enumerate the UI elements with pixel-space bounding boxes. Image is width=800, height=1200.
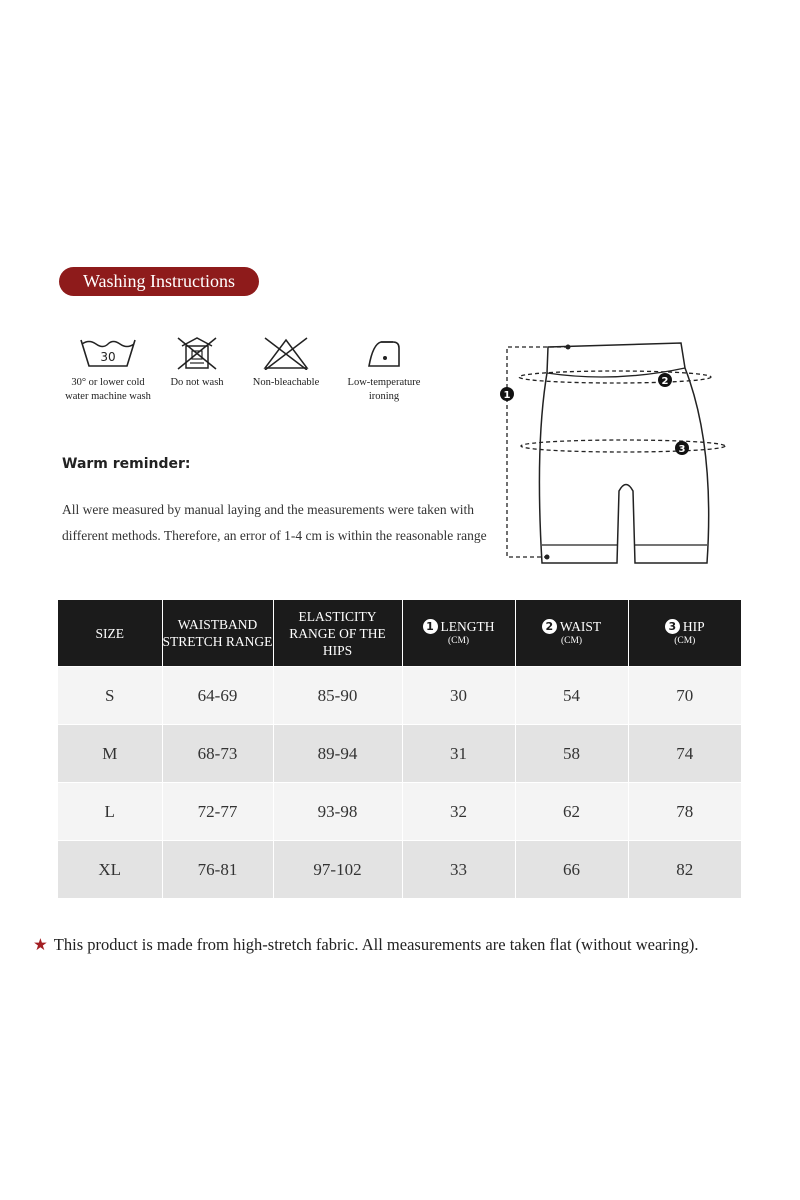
table-row — [58, 841, 741, 899]
care-label-iron: Low-temperature ironing — [347, 377, 421, 402]
warm-reminder-title: Warm reminder: — [62, 456, 191, 472]
marker-1-badge: 1 — [423, 619, 438, 634]
care-label-no-wash: Do not wash — [170, 377, 224, 388]
cell-elasticity: 97-102 — [273, 841, 402, 899]
marker-3-icon — [675, 441, 689, 455]
cell-size: XL — [58, 841, 162, 899]
table-row — [58, 725, 741, 783]
header-length: 1 LENGTH (CM) — [402, 600, 515, 667]
header-size: SIZE — [58, 600, 162, 667]
cell-elasticity: 89-94 — [273, 725, 402, 783]
cell-length: 32 — [402, 783, 515, 841]
cell-waistband: 72-77 — [162, 783, 273, 841]
non-bleach-icon — [255, 336, 317, 370]
marker-3-text: 3 — [678, 444, 686, 455]
cell-hip: 74 — [628, 725, 741, 783]
cell-hip: 78 — [628, 783, 741, 841]
care-item-iron — [329, 336, 439, 404]
wash-30-icon — [77, 336, 139, 370]
table-header-row — [58, 600, 741, 667]
size-chart-table — [58, 600, 741, 898]
footnote — [33, 935, 698, 955]
cell-size: L — [58, 783, 162, 841]
cell-length: 33 — [402, 841, 515, 899]
do-not-wash-icon — [166, 336, 228, 370]
marker-3-badge: 3 — [665, 619, 680, 634]
washing-instructions-title: Washing Instructions — [59, 267, 259, 296]
footnote-text: This product is made from high-stretch fabric. All measurements are taken flat (without wearing). — [53, 935, 699, 954]
cell-size: M — [58, 725, 162, 783]
marker-2-text: 2 — [661, 376, 669, 387]
table-row — [58, 783, 741, 841]
low-iron-icon — [353, 336, 415, 370]
cell-waist: 54 — [515, 667, 628, 725]
cell-elasticity: 93-98 — [273, 783, 402, 841]
marker-1-icon — [500, 387, 514, 401]
wash-temp-text: 30 — [100, 350, 116, 364]
cell-waist: 66 — [515, 841, 628, 899]
header-waistband: WAISTBAND STRETCH RANGE — [162, 600, 273, 667]
cell-waist: 62 — [515, 783, 628, 841]
care-label-wash: 30° or lower cold water machine wash — [65, 377, 151, 402]
warm-reminder-text: All were measured by manual laying and the measurements were taken with different methods. Therefore, an error of 1-4 cm is within the reasonable range — [62, 502, 487, 543]
cell-waistband: 64-69 — [162, 667, 273, 725]
hip-measure-line — [521, 440, 725, 452]
star-icon: ★ — [33, 935, 48, 954]
cell-hip: 82 — [628, 841, 741, 899]
header-elasticity: ELASTICITY RANGE OF THE HIPS — [273, 600, 402, 667]
length-measure-line — [507, 347, 568, 557]
cell-waistband: 68-73 — [162, 725, 273, 783]
cell-hip: 70 — [628, 667, 741, 725]
marker-2-icon — [658, 373, 672, 387]
marker-2-badge: 2 — [542, 619, 557, 634]
cell-size: S — [58, 667, 162, 725]
care-label-no-bleach: Non-bleachable — [252, 377, 320, 388]
header-waist: 2 WAIST (CM) — [515, 600, 628, 667]
shorts-measurement-diagram — [495, 335, 735, 570]
marker-1-text: 1 — [503, 390, 511, 401]
cell-length: 31 — [402, 725, 515, 783]
table-row — [58, 667, 741, 725]
care-item-no-bleach — [231, 336, 341, 390]
header-hip: 3 HIP (CM) — [628, 600, 741, 667]
cell-waistband: 76-81 — [162, 841, 273, 899]
cell-waist: 58 — [515, 725, 628, 783]
cell-length: 30 — [402, 667, 515, 725]
cell-elasticity: 85-90 — [273, 667, 402, 725]
